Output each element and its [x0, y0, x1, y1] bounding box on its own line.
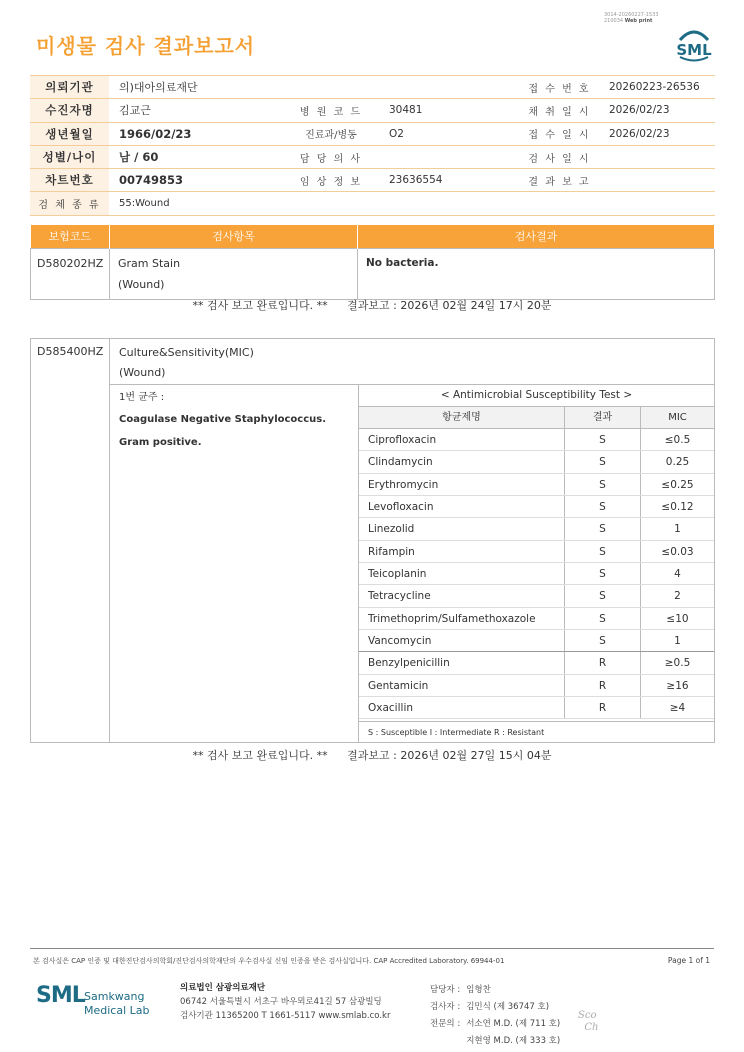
header-code: 보험코드	[31, 225, 110, 248]
test1-code: D580202HZ	[31, 248, 110, 299]
org-name: 의료법인 삼광의료재단	[180, 983, 266, 993]
completion-notice-1	[0, 297, 744, 313]
ast-table	[358, 384, 714, 742]
ast-row	[359, 630, 714, 652]
print-id-line1: 3014-20260227-1533	[604, 12, 659, 18]
gram-result: Gram positive.	[119, 436, 202, 448]
completion-msg-1: ** 검사 보고 완료입니다. **	[192, 299, 328, 312]
ast-result: S	[564, 630, 640, 651]
ast-row	[359, 541, 714, 563]
ast-mic: ≥16	[640, 675, 714, 696]
ast-mic: ≤0.25	[640, 474, 714, 495]
report-label: 결 과 보 고	[520, 169, 599, 192]
print-id-line2: 210034	[604, 18, 624, 24]
organism-info	[119, 387, 326, 454]
test2-code: D585400HZ	[37, 345, 104, 358]
ast-drug: Clindamycin	[368, 456, 433, 469]
dob-value: 1966/02/23	[109, 122, 283, 145]
org-info	[180, 981, 390, 1023]
hospital-code-label: 병 원 코 드	[283, 99, 379, 122]
ast-drug: Levofloxacin	[368, 501, 434, 514]
sexage-value: 남 / 60	[109, 145, 283, 168]
footer-logo-name	[84, 990, 150, 1018]
collect-date-label: 채 취 일 시	[520, 99, 599, 122]
test1-result: No bacteria.	[358, 248, 715, 299]
ast-drug: Ciprofloxacin	[368, 434, 437, 446]
report-value	[599, 169, 715, 192]
specimen-value: 55:Wound	[109, 192, 715, 215]
footer-logo-sml: SML	[36, 983, 85, 1008]
ast-row	[359, 585, 714, 607]
specimen-label: 검 체 종 류	[30, 192, 109, 215]
ast-mic: ≤0.5	[640, 429, 714, 450]
ast-rows	[359, 429, 714, 719]
organism-name: Coagulase Negative Staphylococcus.	[119, 414, 327, 426]
specialist-value-1: 서소연 M.D. (제 711 호)	[466, 1019, 561, 1029]
ast-result: R	[564, 652, 640, 673]
page-number: Page 1 of 1	[667, 956, 710, 965]
ast-result: S	[564, 496, 640, 517]
ast-result: S	[564, 585, 640, 606]
completion-time-1: 결과보고 : 2026년 02월 24일 17시 20분	[347, 299, 552, 312]
footer-logo-name2: Medical Lab	[84, 1004, 150, 1017]
ast-mic: 0.25	[640, 451, 714, 472]
ast-result: S	[564, 518, 640, 539]
test1-item	[110, 248, 358, 299]
ast-mic: 4	[640, 563, 714, 584]
test1-specimen: (Wound)	[118, 277, 165, 291]
ast-drug: Vancomycin	[368, 635, 432, 648]
ast-drug: Oxacillin	[368, 702, 414, 715]
collect-date-value: 2026/02/23	[599, 99, 715, 122]
ast-drug: Trimethoprim/Sulfamethoxazole	[368, 612, 536, 625]
ast-row	[359, 496, 714, 518]
ast-row	[359, 429, 714, 451]
ast-header-result: 결과	[564, 407, 640, 428]
test2-specimen: (Wound)	[119, 366, 166, 379]
ast-result: S	[564, 608, 640, 629]
clinical-value: 23636554	[379, 169, 520, 192]
ast-drug: Teicoplanin	[368, 568, 427, 581]
sml-logo-text: SML	[676, 41, 712, 59]
requester-value: 의)대아의료재단	[109, 76, 520, 99]
sml-logo-icon	[674, 26, 714, 62]
receive-date-value: 2026/02/23	[599, 122, 715, 145]
ast-row	[359, 608, 714, 630]
ast-mic: ≤0.12	[640, 496, 714, 517]
accession-label: 접 수 번 호	[520, 76, 599, 99]
ast-row	[359, 563, 714, 585]
ast-header-row	[359, 407, 714, 429]
dept-value: O2	[379, 122, 520, 145]
print-id	[604, 12, 659, 24]
hospital-code-value: 30481	[379, 99, 520, 122]
org-address: 06742 서울특별시 서초구 바우뫼로41길 57 삼광빌딩	[180, 997, 382, 1007]
footer-note: 본 검사실은 CAP 인증 및 대한진단검사의학회/진단검사의학재단의 우수검사실 신임 인증을 받은 검사실입니다. CAP Accredited Laboratory. 69944-01	[33, 957, 505, 965]
web-print-label: Web print	[624, 18, 653, 24]
ast-result: S	[564, 541, 640, 562]
ast-title: < Antimicrobial Susceptibility Test >	[359, 384, 714, 407]
test2-item	[119, 343, 254, 383]
dept-label: 진료과/병동	[283, 122, 379, 145]
test2-name: Culture&Sensitivity(MIC)	[119, 346, 254, 359]
ast-mic: ≥0.5	[640, 652, 714, 673]
completion-notice-2	[0, 747, 744, 763]
name-label: 수진자명	[30, 99, 109, 122]
patient-info-table	[30, 75, 715, 216]
ast-result: S	[564, 451, 640, 472]
ast-mic: ≥4	[640, 697, 714, 718]
ast-row	[359, 697, 714, 719]
signature-image: Sco Ch	[578, 1010, 599, 1033]
staff-info	[428, 981, 562, 1051]
org-contact: 검사기관 11365200 T 1661-5117 www.smlab.co.kr	[180, 1011, 391, 1021]
ast-row	[359, 451, 714, 473]
ast-header-mic: MIC	[640, 407, 714, 428]
completion-msg-2: ** 검사 보고 완료입니다. **	[192, 749, 328, 762]
ast-mic: ≤10	[640, 608, 714, 629]
manager-value: 임형찬	[466, 985, 491, 995]
report-title: 미생물 검사 결과보고서	[36, 34, 256, 58]
sexage-label: 성별/나이	[30, 145, 109, 168]
ast-drug: Erythromycin	[368, 478, 439, 491]
ast-drug: Gentamicin	[368, 679, 429, 692]
footer-logo-name1: Samkwang	[84, 990, 145, 1003]
ast-drug: Benzylpenicillin	[368, 657, 450, 670]
chart-label: 차트번호	[30, 169, 109, 192]
test1-name: Gram Stain	[118, 256, 181, 270]
footer-logo	[36, 979, 156, 1027]
tester-label: 검사자 :	[430, 1002, 461, 1012]
organism-label: 1번 균주 :	[119, 392, 165, 403]
ast-header-drug: 항균제명	[442, 412, 481, 423]
receive-date-label: 접 수 일 시	[520, 122, 599, 145]
ast-row	[359, 675, 714, 697]
clinical-label: 임 상 정 보	[283, 169, 379, 192]
ast-result: R	[564, 697, 640, 718]
test-date-label: 검 사 일 시	[520, 145, 599, 168]
ast-result: R	[564, 675, 640, 696]
ast-row	[359, 652, 714, 674]
ast-result: S	[564, 474, 640, 495]
ast-mic: 1	[640, 630, 714, 651]
dob-label: 생년월일	[30, 122, 109, 145]
culture-table	[30, 338, 715, 743]
ast-drug: Linezolid	[368, 523, 415, 536]
footer-divider	[30, 948, 714, 949]
ast-mic: ≤0.03	[640, 541, 714, 562]
ast-result: S	[564, 563, 640, 584]
ast-legend: S : Susceptible I : Intermediate R : Resistant	[359, 721, 714, 742]
doctor-label: 담 당 의 사	[283, 145, 379, 168]
ast-mic: 1	[640, 518, 714, 539]
specialist-value-2: 지현영 M.D. (제 333 호)	[466, 1036, 561, 1046]
ast-drug: Tetracycline	[368, 590, 431, 603]
ast-result: S	[564, 429, 640, 450]
name-value: 김교근	[109, 99, 283, 122]
header-item: 검사항목	[110, 225, 358, 248]
accession-value: 20260223-26536	[599, 76, 715, 99]
completion-time-2: 결과보고 : 2026년 02월 27일 15시 04분	[347, 749, 552, 762]
gram-stain-table	[30, 225, 715, 300]
requester-label: 의뢰기관	[30, 76, 109, 99]
ast-row	[359, 518, 714, 540]
specialist-label: 전문의 :	[430, 1019, 461, 1029]
ast-row	[359, 474, 714, 496]
ast-drug: Rifampin	[368, 545, 415, 558]
test-date-value	[599, 145, 715, 168]
manager-label: 담당자 :	[430, 985, 461, 995]
ast-mic: 2	[640, 585, 714, 606]
doctor-value	[379, 145, 520, 168]
tester-value: 김민식 (제 36747 호)	[466, 1002, 550, 1012]
chart-value: 00749853	[109, 169, 283, 192]
header-result: 검사결과	[358, 225, 715, 248]
